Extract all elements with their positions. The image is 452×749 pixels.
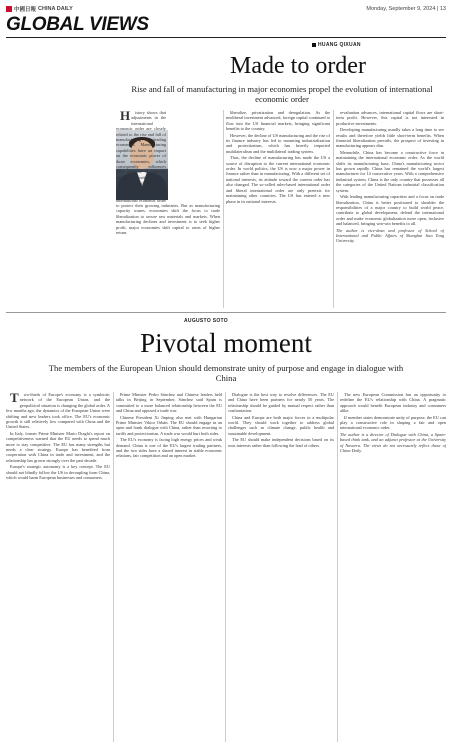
paragraph: The EU should make independent decisions based on its own interests rather than following the lead of others. <box>228 437 334 448</box>
top-article-column-3 <box>336 110 444 310</box>
masthead-logo-text: CHINA DAILY <box>38 5 73 12</box>
top-article-column-1 <box>116 110 220 310</box>
paragraph: When manufacturing is on the rise, major economies tend to propose an international economic order to protect their growing industries. But as manufacturing capacity wanes, economies shift the focus to trade liberalization to secure raw materials and markets. When manufacturing declines and investment is to seek higher profit, major economies shift capital to areas of higher return. <box>116 181 220 235</box>
issue-date: Monday, September 9, 2024 <box>366 5 436 12</box>
column-divider <box>225 392 226 742</box>
masthead-logo-cn: 中國日報 <box>14 6 37 13</box>
bottom-article-column-1 <box>6 392 110 744</box>
paragraph: The EU's economy is facing high energy prices and weak demand. China is one of the EU's largest trading partners, and the two sides have a shared interest in stable economic relations, fair competition and an open market. <box>116 437 222 459</box>
paragraph: Two-thirds of Europe's economy is a symbiotic network of the European Union, and the geopolitical situation is changing the global order. A few months ago, the dynamics of the European Union were shifting and new leaders took office. The EU's economic growth is still relatively low compared with China and the United States. <box>6 392 110 430</box>
column-divider <box>223 110 224 308</box>
paragraph: liberalize, privatization and deregulation. As the neoliberal investment advanced, foreign capital continued to flow into the US financial markets, bringing significant benefits to the country. <box>226 110 330 132</box>
masthead <box>6 4 446 13</box>
bottom-article-column-2 <box>116 392 222 744</box>
paragraph: Thus, the decline of manufacturing has made the US a source of disruption to the current international economic order. In world politics, the US is now a major power in finance rather than in manufacturing. With a different set of national interests, its attitude toward the current order has also changed. The so-called rules-based international order and liberal international order are only pretexts for maintaining other countries. The US has entered a new phase in its national interests. <box>226 155 330 204</box>
column-divider <box>113 392 114 742</box>
top-rule <box>6 37 446 38</box>
article-divider <box>6 312 446 313</box>
paragraph: In Italy, former Prime Minister Mario Draghi's report on competitiveness warned that the EU needs to spend much more to stay competitive. The EU has many strengths but needs a clear strategy. Europe has benefited from cooperation with China in trade and investment, and the relationship has grown strongly over the past decade. <box>6 430 110 463</box>
top-article-deck: Rise and fall of manufacturing in major economies propel the evolution of international economic order <box>131 84 433 105</box>
paragraph: With leading manufacturing capacities and a focus on trade liberalization, China is better positioned to shoulder the responsibilities of a major country to build world peace, contribute to global development, defend the international order and make economic globalization more open, inclusive and balanced, bringing win-win benefits to all. <box>336 194 444 227</box>
page-number: 13 <box>439 5 446 12</box>
column-divider <box>333 110 334 308</box>
paragraph: However, the decline of US manufacturing and the rise of its finance industry has led to mounting industrialization and protectionism, which has heavily impacted multilateralism and the multilateral trading system. <box>226 132 330 154</box>
paragraph: Prime Minister Pedro Sánchez and Chinese leaders held talks in Beijing in September. Sánchez said Spain is committed to a more balanced relationship between the EU and China and opposed a trade war. <box>116 392 222 414</box>
byline-square-icon <box>312 43 316 47</box>
paragraph: Dialogue is the best way to resolve differences. The EU and China have been partners for nearly 50 years. The relationship should be guided by mutual respect rather than confrontation. <box>228 392 334 414</box>
top-article-byline: HUANG QIXUAN <box>312 42 361 48</box>
paragraph: China and Europe are both major forces in a multipolar world. They should work together to address global challenges such as climate change, public health and sustainable development. <box>228 414 334 436</box>
bottom-article-deck: The members of the European Union should demonstrate unity of purpose and engage in dialogue with China <box>48 363 404 384</box>
paragraph: Meanwhile, China has become a constructive force in maintaining the international economic order. As the world shifts its manufacturing base, China's manufacturing sector has grown rapidly. China has remained the world's largest manufacturer for 14 consecutive years. With a comprehensive industrial system, China is the only country that possesses all the categories of the United Nations industrial classification system. <box>336 149 444 193</box>
column-divider <box>337 392 338 742</box>
paragraph: Developing manufacturing usually takes a long time to see results and therefore yields little short-term benefits. When financial liberalization prevails, the prospect of investing in manufacturing appears dim. <box>336 127 444 149</box>
section-title: GLOBAL VIEWS <box>6 14 149 35</box>
paragraph: Chinese President Xi Jinping also met with Hungarian Prime Minister Viktor Orbán. The EU should engage in an open and frank dialogue with China, rather than resorting to tariffs and protectionism. A trade war would hurt both sides. <box>116 414 222 436</box>
paragraph: History shows that adjustments in the international economic order are closely related to the rise and fall of manufacturing in leading economies. Manufacturing capabilities have an impact on the economic power of those economies, which consequently influences their interests in different international order. <box>116 110 166 180</box>
author-note: The author is vice-dean and professor of School of International and Public Affairs of Shanghai Jiao Tong University. <box>336 227 444 244</box>
paragraph: revaluation advances, international capital flows are short-term profit. However, this capital is not interested in productive investments. <box>336 110 444 126</box>
paragraph: The new European Commission has an opportunity to redefine the EU's relationship with China. A pragmatic approach would benefit European industry and consumers alike. <box>340 392 446 414</box>
masthead-logo <box>6 5 73 13</box>
top-article-column-2 <box>226 110 330 310</box>
portrait-float-spacer <box>166 110 220 202</box>
paragraph: If member states demonstrate unity of purpose, the EU can play a constructive role in shaping a fair and open international economic order. <box>340 414 446 431</box>
china-daily-logo-icon <box>6 6 12 12</box>
top-article-headline: Made to order <box>230 53 366 79</box>
bottom-article-column-4 <box>340 392 446 744</box>
bottom-article-headline: Pivotal moment <box>140 328 312 358</box>
author-note: The author is a director of Dialogue with China, a Spain-based think tank, and an adjunct professor at the University of Navarra. The views do not necessarily reflect those of China Daily. <box>340 431 446 454</box>
bottom-article-byline: AUGUSTO SOTO <box>184 318 228 324</box>
paragraph: Europe's strategic autonomy is a key concept. The EU should not blindly follow the US in decoupling from China, which would harm European businesses and consumers. <box>6 464 110 481</box>
masthead-date: Monday, September 9, 2024 | 13 <box>366 5 446 12</box>
bottom-article-column-3 <box>228 392 334 744</box>
